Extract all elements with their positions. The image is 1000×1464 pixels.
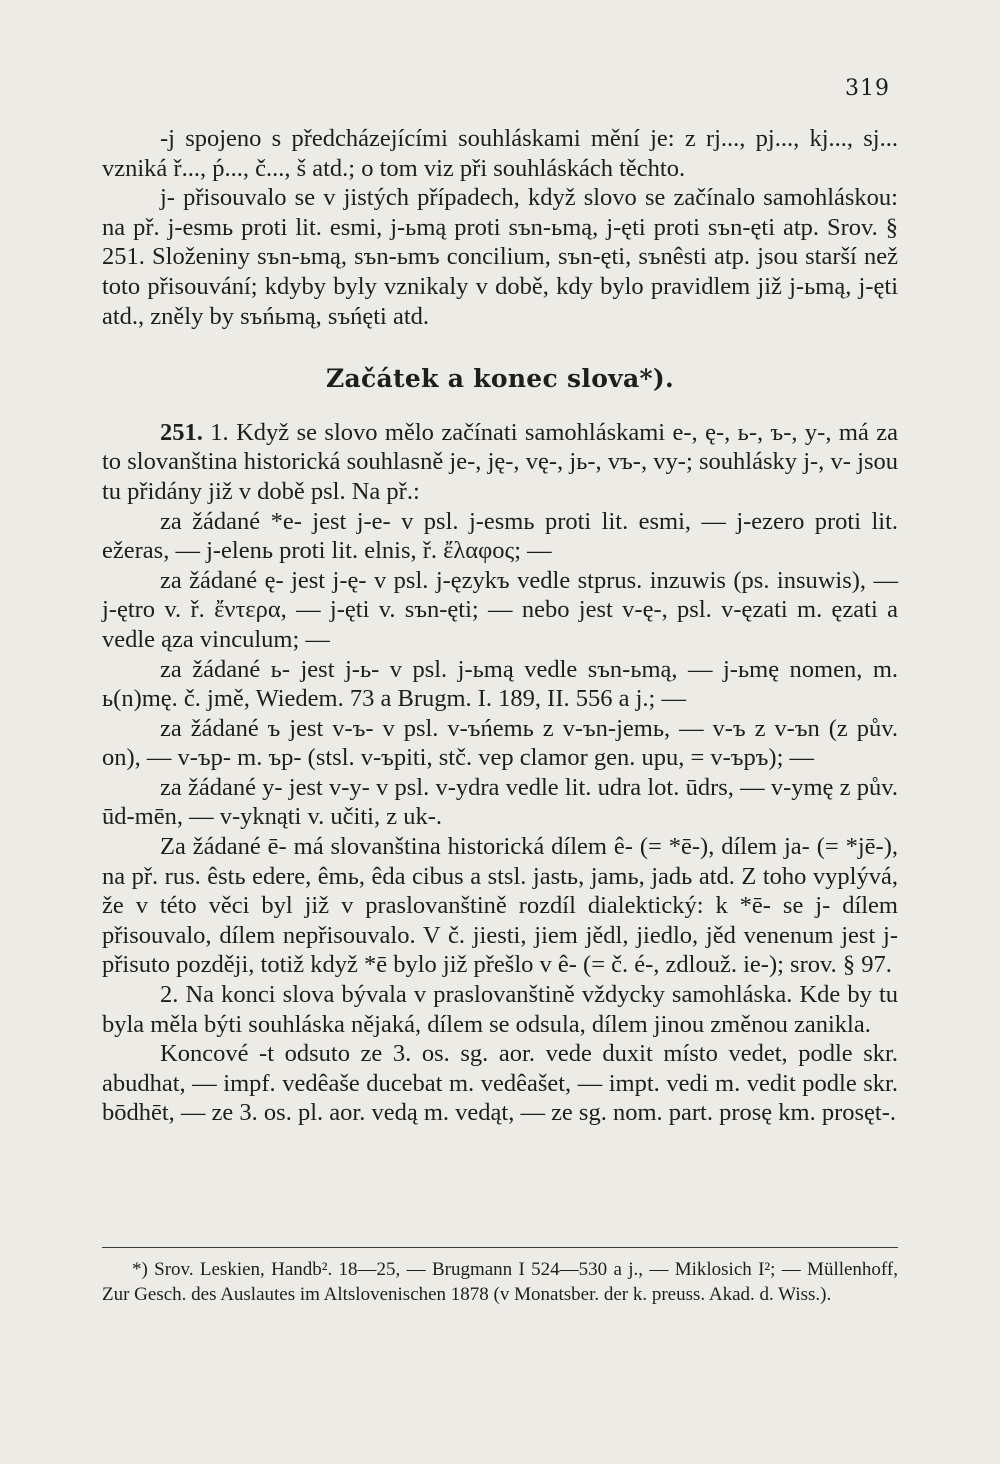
section-heading: Začátek a konec slova*). xyxy=(325,364,675,394)
page-number: 319 xyxy=(845,76,890,101)
paragraph: za žádané ь- jest j-ь- v psl. j-ьmą vedle sъn-ьmą, — j-ьmę nomen, m. ь(n)mę. č. jmě, Wiedem. 73 a Brugm. I. 189, II. 556 a j.; — xyxy=(102,655,898,713)
paragraph: za žádané ъ jest v-ъ- v psl. v-ъńemь z v-ъn-jemь, — v-ъ z v-ъn (z pův. on), — v-ър- m. ър- (stsl. v-ъpiti, stč. vep clamor gen. upu, = v-ъpъ); — xyxy=(102,714,898,772)
footnote: *) Srov. Leskien, Handb². 18—25, — Brugmann I 524—530 a j., — Miklosich I²; — Müllenhoff, Zur Gesch. des Auslautes im Altslovenischen 1878 (v Monatsber. der k. preuss. Akad. d. Wiss.). xyxy=(102,1259,898,1305)
main-text xyxy=(102,124,898,1128)
paragraph: Za žádané ē- má slovanština historická dílem ê- (= *ē-), dílem ja- (= *jē-), na př. rus. êstь edere, êmь, êda cibus a stsl. jastь, jamь, jadь atd. Z toho vyplývá, že v této věci byl již v praslovanštině rozdíl dialektický: k *ē- se j- dílem přisouvalo, dílem nepřisouvalo. V č. jiesti, jiem jědl, jiedlo, jěd venenum jest j- přisuto později, totiž když *ē bylo již přešlo v ê- (= č. é-, zdlouž. ie-); srov. § 97. xyxy=(102,833,898,979)
paragraph: 2. Na konci slova bývala v praslovanštině vždycky samohláska. Kde by tu byla měla býti souhláska nějaká, dílem se odsula, dílem jinou změnou zanikla. xyxy=(102,981,898,1038)
paragraph: Koncové -t odsuto ze 3. os. sg. aor. vede duxit místo vedet, podle skr. abudhat, — impf. vedêaše ducebat m. vedêašet, — impt. vedi m. vedit podle skr. bōdhēt, — ze 3. os. pl. aor. vedą m. vedąt, — ze sg. nom. part. prosę km. prosęt-. xyxy=(102,1040,898,1127)
section-251-intro xyxy=(102,418,898,507)
paragraph: j- přisouvalo se v jistých případech, když slovo se začínalo samohláskou: na př. j-esmь proti lit. esmi, j-ьmą proti sъn-ьmą, j-ęti proti sъn-ęti atp. Srov. § 251. Složeniny sъn-ьmą, sъn-ьmъ concilium, sъn-ęti, sъnêsti atp. jsou starší než toto přisouvání; kdyby byly vznikaly v době, kdy bylo pravidlem již j-ьmą, j-ęti atd., zněly by sъńьmą, sъńęti atd. xyxy=(102,184,898,330)
paragraph-text: 1. Když se slovo mělo začínati samohláskami e-, ę-, ь-, ъ-, y-, má za to slovanština historická souhlasně je-, ję-, vę-, jь-, vъ-, vy-; souhlásky j-, v- jsou tu přidány již v době psl. Na př.: xyxy=(102,418,898,505)
section-number: 251. xyxy=(160,418,203,446)
footnotes xyxy=(102,1247,898,1307)
paragraph: za žádané y- jest v-y- v psl. v-ydra vedle lit. udra lot. ūdrs, — v-ymę z pův. ūd-mēn, — v-yknąti v. učiti, z uk-. xyxy=(102,773,898,831)
paragraph: -j spojeno s předcházejícími souhláskami mění je: z rj..., pj..., kj..., sj... vzniká ř..., ṕ..., č..., š atd.; o tom viz při souhláskách těchto. xyxy=(102,125,898,182)
paragraph: za žádané *e- jest j-e- v psl. j-esmь proti lit. esmi, — j-ezero proti lit. ežeras, — j-elenь proti lit. elnis, ř. ἔλαφος; — xyxy=(102,507,898,565)
paragraph: za žádané ę- jest j-ę- v psl. j-ęzykъ vedle stprus. inzuwis (ps. insuwis), — j-ętro v. ř. ἔντερα, — j-ęti v. sъn-ęti; — nebo jest v-ę-, psl. v-ęzati m. ęzati a vedle ąza vinculum; — xyxy=(102,566,898,653)
